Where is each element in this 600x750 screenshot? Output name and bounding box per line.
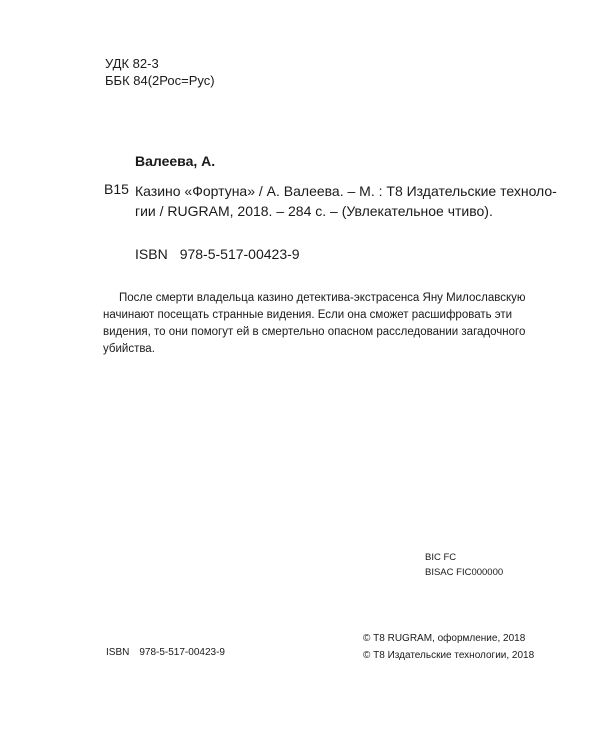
copyright-publisher: © Т8 Издательские технологии, 2018 xyxy=(363,650,535,661)
bic-code: BIC FC xyxy=(425,552,457,563)
bbk-code: ББК 84(2Рос=Рус) xyxy=(105,73,215,88)
annotation-line: начинают посещать странные видения. Если она сможет расшифровать эти xyxy=(103,309,513,321)
isbn-footer-number: 978-5-517-00423-9 xyxy=(139,647,225,658)
copyright-design: © Т8 RUGRAM, оформление, 2018 xyxy=(363,633,526,644)
author-heading: Валеева, А. xyxy=(135,153,216,169)
isbn-footer-label: ISBN xyxy=(106,647,130,658)
bibliographic-description xyxy=(135,181,557,221)
bisac-code: BISAC FIC000000 xyxy=(425,567,504,578)
isbn-main xyxy=(135,246,300,262)
annotation-paragraph xyxy=(103,290,526,358)
isbn-footer xyxy=(106,647,225,658)
author-mark-code: В15 xyxy=(104,181,129,197)
isbn-label: ISBN xyxy=(135,246,168,262)
isbn-number: 978-5-517-00423-9 xyxy=(179,246,300,262)
copyright-notices xyxy=(363,630,534,664)
annotation-line: видения, то они помогут ей в смертельно опасном расследовании загадочного xyxy=(103,326,526,338)
annotation-line: После смерти владельца казино детектива-экстрасенса Яну Милославскую xyxy=(119,292,526,304)
annotation-line: убийства. xyxy=(103,343,155,355)
subject-codes xyxy=(425,550,503,580)
description-line: Казино «Фортуна» / А. Валеева. – М. : Т8 Издательские техноло- xyxy=(135,183,557,199)
udk-code: УДК 82-3 xyxy=(105,56,159,71)
description-line: гии / RUGRAM, 2018. – 284 с. – (Увлекательное чтиво). xyxy=(135,203,493,219)
